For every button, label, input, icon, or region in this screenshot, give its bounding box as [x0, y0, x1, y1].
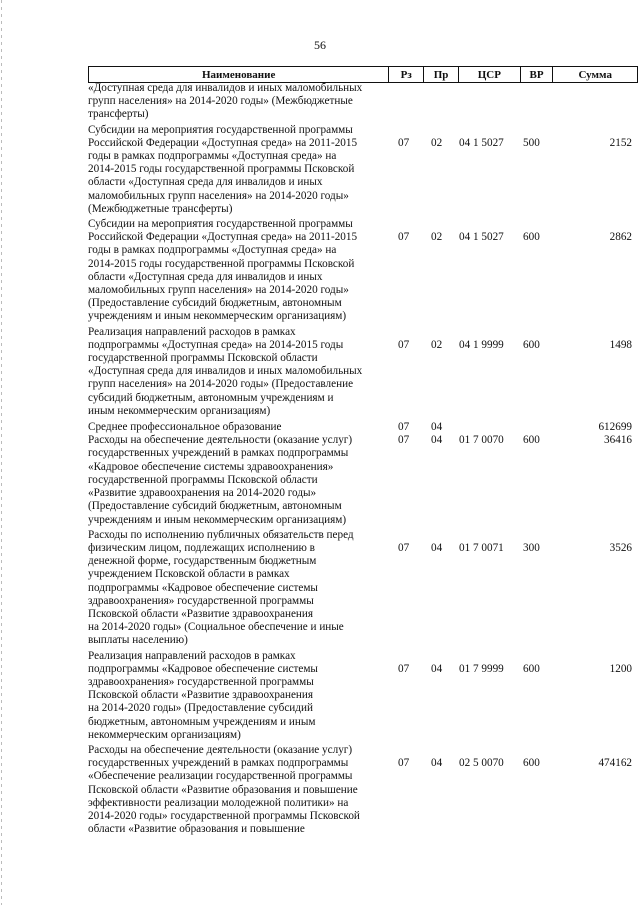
row-name-line: учреждениям и иным некоммерческим организациям): [88, 513, 347, 526]
row-name-line: учреждением Псковской области в рамках: [88, 568, 290, 581]
row-name-line: трансферты): [88, 108, 149, 121]
cell-sum: 2152: [609, 136, 632, 149]
table-row: [88, 434, 636, 526]
cell-csr: 01 7 9999: [459, 662, 504, 675]
row-name-line: бюджетным, автономным учреждениям и иным: [88, 715, 316, 728]
row-name-line: маломобильных групп населения» на 2014-2020 годы»: [88, 189, 349, 202]
cell-pr: 04: [431, 541, 443, 554]
cell-pr: 02: [431, 231, 443, 244]
cell-csr: 04 1 9999: [459, 338, 504, 351]
row-name-line: подпрограммы «Кадровое обеспечение системы: [88, 581, 318, 594]
table-row: [88, 82, 636, 122]
row-name-line: эффективности реализации молодежной политики» на: [88, 796, 349, 809]
table-row: [88, 744, 636, 836]
row-name-line: физическим лицом, подлежащих исполнению в: [88, 541, 315, 554]
row-name-line: 2014-2015 годы государственной программы Псковской: [88, 163, 355, 176]
cell-rz: 07: [398, 338, 410, 351]
cell-rz: 07: [398, 136, 410, 149]
cell-sum: 1498: [609, 338, 632, 351]
cell-pr: 02: [431, 338, 443, 351]
row-name-line: (Предоставление субсидий бюджетным, автономным: [88, 500, 342, 513]
row-name-line: Российской Федерации «Доступная среда» на 2011-2015: [88, 136, 358, 149]
row-name-line: субсидий бюджетным, автономным учреждениям и: [88, 391, 334, 404]
row-name-line: Российской Федерации «Доступная среда» на 2011-2015: [88, 231, 358, 244]
row-name-line: государственных учреждений в рамках подпрограммы: [88, 757, 349, 770]
row-name-line: (Предоставление субсидий бюджетным, автономным: [88, 297, 342, 310]
row-name: [88, 421, 383, 434]
table-row: [88, 326, 636, 418]
row-name-line: учреждениям и иным некоммерческим организациям): [88, 310, 347, 323]
row-name-line: государственной программы Псковской области: [88, 352, 318, 365]
cell-rz: 07: [398, 541, 410, 554]
cell-pr: 04: [431, 434, 443, 447]
row-name: [88, 326, 383, 418]
cell-csr: 02 5 0070: [459, 756, 504, 769]
row-name-line: Реализация направлений расходов в рамках: [88, 325, 296, 338]
cell-vr: 600: [523, 338, 540, 351]
row-name-line: здравоохранения» государственной программы: [88, 675, 314, 688]
row-name-line: выплаты населению): [88, 634, 188, 647]
cell-csr: 01 7 0071: [459, 541, 504, 554]
row-name-line: Реализация направлений расходов в рамках: [88, 649, 296, 662]
cell-rz: 07: [398, 434, 410, 447]
header-csr: ЦСР: [459, 67, 521, 82]
header-pr: Пр: [424, 67, 459, 82]
row-name: [88, 744, 383, 836]
cell-pr: 04: [431, 421, 443, 434]
cell-rz: 07: [398, 662, 410, 675]
row-name-line: Среднее профессиональное образование: [88, 421, 282, 434]
row-name-line: Псковской области «Развитие здравоохранения: [88, 689, 314, 702]
cell-pr: 04: [431, 662, 443, 675]
row-name-line: на 2014-2020 годы» (Предоставление субсидий: [88, 702, 313, 715]
page-number: 56: [314, 38, 326, 52]
cell-vr: 600: [523, 662, 540, 675]
row-name: [88, 82, 383, 122]
row-name-line: денежной форме, государственным бюджетным: [88, 555, 317, 568]
row-name-line: государственных учреждений в рамках подпрограммы: [88, 447, 349, 460]
header-vr: ВР: [521, 67, 554, 82]
row-name-line: иным некоммерческим организациям): [88, 404, 271, 417]
cell-sum: 474162: [598, 756, 632, 769]
cell-vr: 600: [523, 756, 540, 769]
header-rz: Рз: [389, 67, 424, 82]
row-name-line: Субсидии на мероприятия государственной программы: [88, 123, 353, 136]
row-name-line: 2014-2020 годы» государственной программы Псковской: [88, 809, 360, 822]
row-name-line: государственной программы Псковской области: [88, 473, 318, 486]
cell-sum: 612699: [598, 421, 632, 434]
cell-csr: 04 1 5027: [459, 136, 504, 149]
row-name: [88, 124, 383, 216]
row-name-line: подпрограммы «Доступная среда» на 2014-2015 годы: [88, 338, 344, 351]
table-row: [88, 421, 636, 434]
row-name-line: годы в рамках подпрограммы «Доступная среда» на: [88, 150, 337, 163]
row-name-line: Субсидии на мероприятия государственной программы: [88, 218, 353, 231]
row-name-line: годы в рамках подпрограммы «Доступная среда» на: [88, 244, 337, 257]
cell-csr: 04 1 5027: [459, 231, 504, 244]
row-name-line: «Доступная среда для инвалидов и иных маломобильных: [88, 365, 363, 378]
row-name-line: «Кадровое обеспечение системы здравоохранения»: [88, 460, 334, 473]
cell-csr: 01 7 0070: [459, 434, 504, 447]
table-row: [88, 124, 636, 216]
row-name-line: Расходы на обеспечение деятельности (оказание услуг): [88, 434, 353, 447]
row-name-line: здравоохранения» государственной программы: [88, 594, 314, 607]
row-name-line: Псковской области «Развитие здравоохранения: [88, 607, 314, 620]
cell-pr: 04: [431, 756, 443, 769]
row-name-line: Расходы по исполнению публичных обязательств перед: [88, 528, 354, 541]
row-name-line: групп населения» на 2014-2020 годы» (Межбюджетные: [88, 95, 353, 108]
cell-sum: 36416: [604, 434, 632, 447]
row-name-line: Расходы на обеспечение деятельности (оказание услуг): [88, 743, 353, 756]
row-name-line: (Межбюджетные трансферты): [88, 202, 233, 215]
cell-vr: 300: [523, 541, 540, 554]
header-sum: Сумма: [578, 68, 612, 81]
cell-vr: 600: [523, 231, 540, 244]
row-name-line: области «Доступная среда для инвалидов и иных: [88, 176, 323, 189]
cell-vr: 600: [523, 434, 540, 447]
scan-edge: [1, 0, 2, 905]
row-name-line: на 2014-2020 годы» (Социальное обеспечение и иные: [88, 621, 344, 634]
cell-rz: 07: [398, 756, 410, 769]
row-name-line: области «Развитие образования и повышение: [88, 823, 305, 836]
cell-vr: 500: [523, 136, 540, 149]
table-row: [88, 218, 636, 324]
row-name-line: некоммерческим организациям): [88, 728, 241, 741]
row-name-line: подпрограммы «Кадровое обеспечение системы: [88, 662, 318, 675]
row-name-line: области «Доступная среда для инвалидов и иных: [88, 270, 323, 283]
row-name-line: маломобильных групп населения» на 2014-2020 годы»: [88, 284, 349, 297]
cell-rz: 07: [398, 421, 410, 434]
row-name-line: «Развитие здравоохранения на 2014-2020 годы»: [88, 487, 317, 500]
row-name: [88, 650, 383, 742]
row-name-line: «Обеспечение реализации государственной программы: [88, 770, 353, 783]
row-name: [88, 218, 383, 324]
table-row: [88, 529, 636, 648]
cell-pr: 02: [431, 136, 443, 149]
row-name-line: «Доступная среда для инвалидов и иных маломобильных: [88, 82, 363, 94]
row-name-line: групп населения» на 2014-2020 годы» (Предоставление: [88, 378, 354, 391]
row-name: [88, 529, 383, 648]
table-body: [88, 82, 636, 836]
cell-sum: 3526: [609, 541, 632, 554]
table-header: [88, 66, 638, 83]
cell-rz: 07: [398, 231, 410, 244]
cell-sum: 1200: [609, 662, 632, 675]
cell-sum: 2862: [609, 231, 632, 244]
table-row: [88, 650, 636, 742]
header-name: Наименование: [89, 67, 389, 82]
row-name: [88, 434, 383, 526]
row-name-line: Псковской области «Развитие образования и повышение: [88, 783, 358, 796]
row-name-line: 2014-2015 годы государственной программы Псковской: [88, 257, 355, 270]
